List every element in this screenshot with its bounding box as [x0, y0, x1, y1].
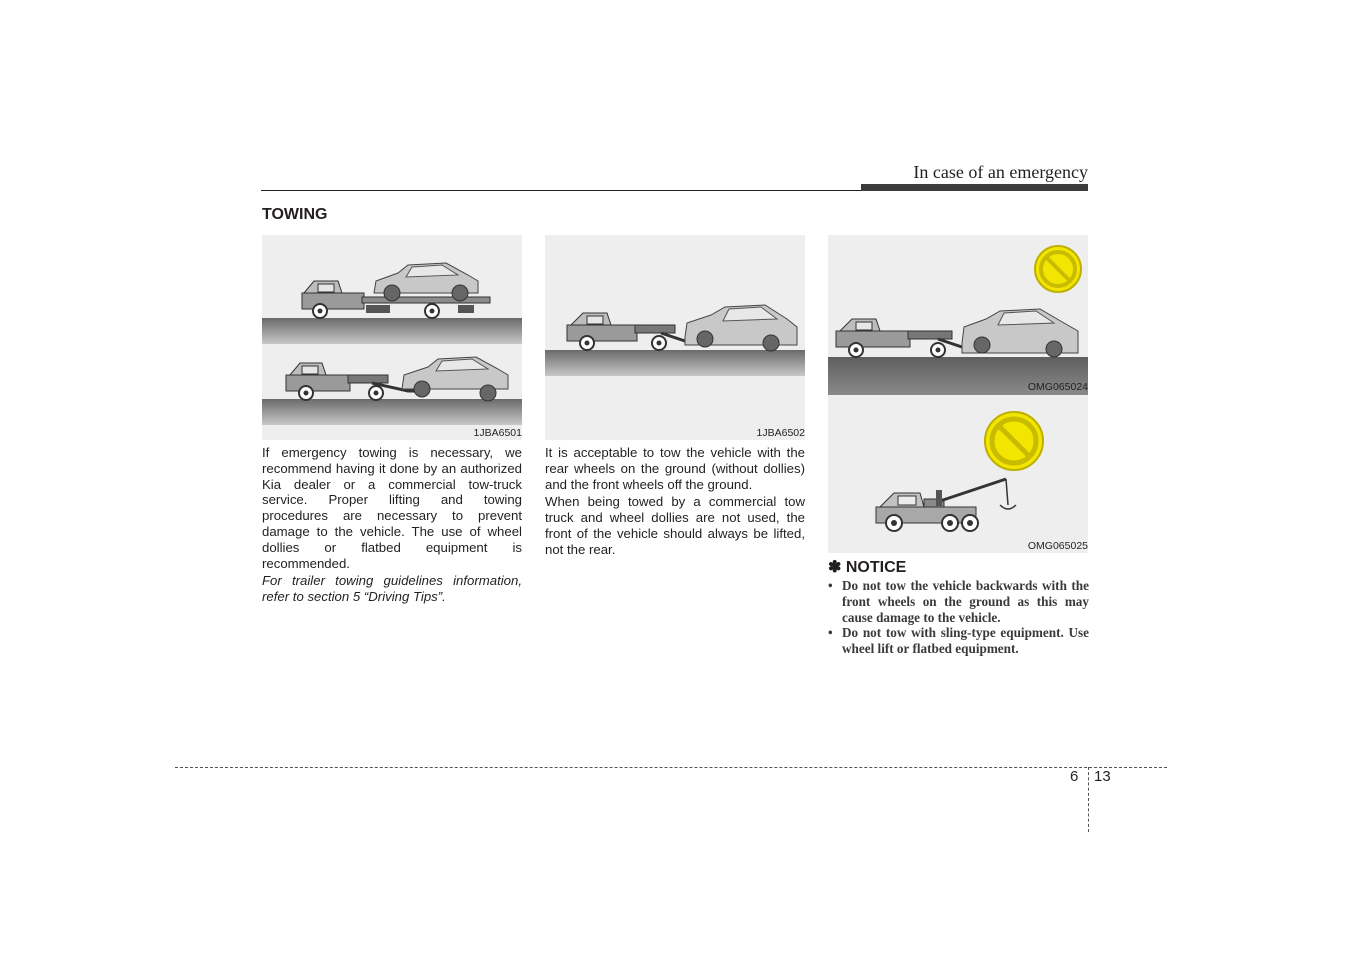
chapter-number: 6: [1070, 768, 1079, 785]
notice-item: • Do not tow the vehicle backwards with the front wheels on the ground as this may cause damage to the vehicle.: [828, 578, 1089, 625]
car-on-flatbed-icon: [374, 263, 478, 301]
front-lift-paragraph: When being towed by a commercial tow truck and wheel dollies are not used, the front of the vehicle should always be lifted, not the rear.: [545, 494, 805, 557]
wheel-lift-truck-icon: [836, 319, 978, 357]
figure-code: OMG065024: [1027, 381, 1088, 393]
notice-symbol: ✽: [828, 559, 842, 576]
towed-car-icon: [962, 309, 1078, 357]
footer-divider: [1088, 767, 1089, 832]
prohibited-sign-icon: [985, 412, 1043, 470]
notice-title-label: NOTICE: [845, 559, 907, 576]
road-band: [545, 350, 805, 376]
wheel-lift-truck-icon: [567, 313, 697, 350]
column2-text: [545, 445, 805, 560]
road-band: [262, 399, 522, 425]
figure-code: 1JBA6502: [756, 427, 805, 439]
running-head: In case of an emergency: [913, 162, 1088, 182]
figure-prohibited-backward-tow: [828, 235, 1088, 395]
figure-front-lift-towing: [545, 235, 805, 440]
wheel-lift-truck-icon: [286, 363, 422, 400]
acceptable-tow-paragraph: It is acceptable to tow the vehicle with the rear wheels on the ground (without dollies) and the front wheels off the ground.: [545, 445, 805, 492]
notice-title: [828, 557, 906, 577]
sling-tow-truck-icon: [876, 479, 1016, 531]
footer-rule: [175, 767, 1167, 768]
section-title: TOWING: [262, 206, 328, 223]
page-number: 13: [1094, 768, 1111, 785]
towed-car-icon: [402, 357, 508, 401]
column1-text: [262, 445, 522, 607]
notice-list: [828, 578, 1089, 657]
trailer-reference: For trailer towing guidelines information, refer to section 5 “Driving Tips”.: [262, 573, 522, 605]
road-band: [262, 318, 522, 344]
towing-paragraph: If emergency towing is necessary, we recommend having it done by an authorized Kia dealer or a commercial tow-truck service. Proper lifting and towing procedures are necessary to prevent damage to the vehicle. The use of wheel dollies or flatbed equipment is recommended.: [262, 445, 522, 571]
header-bar: [861, 184, 1088, 191]
prohibited-sign-icon: [1035, 246, 1081, 292]
figure-flatbed-towing: [262, 235, 522, 440]
figure-code: OMG065025: [1027, 540, 1088, 552]
towed-car-icon: [685, 305, 797, 351]
figure-prohibited-sling-tow: [828, 395, 1088, 553]
notice-item: • Do not tow with sling-type equipment. Use wheel lift or flatbed equipment.: [828, 625, 1089, 657]
figure-code: 1JBA6501: [473, 427, 522, 439]
